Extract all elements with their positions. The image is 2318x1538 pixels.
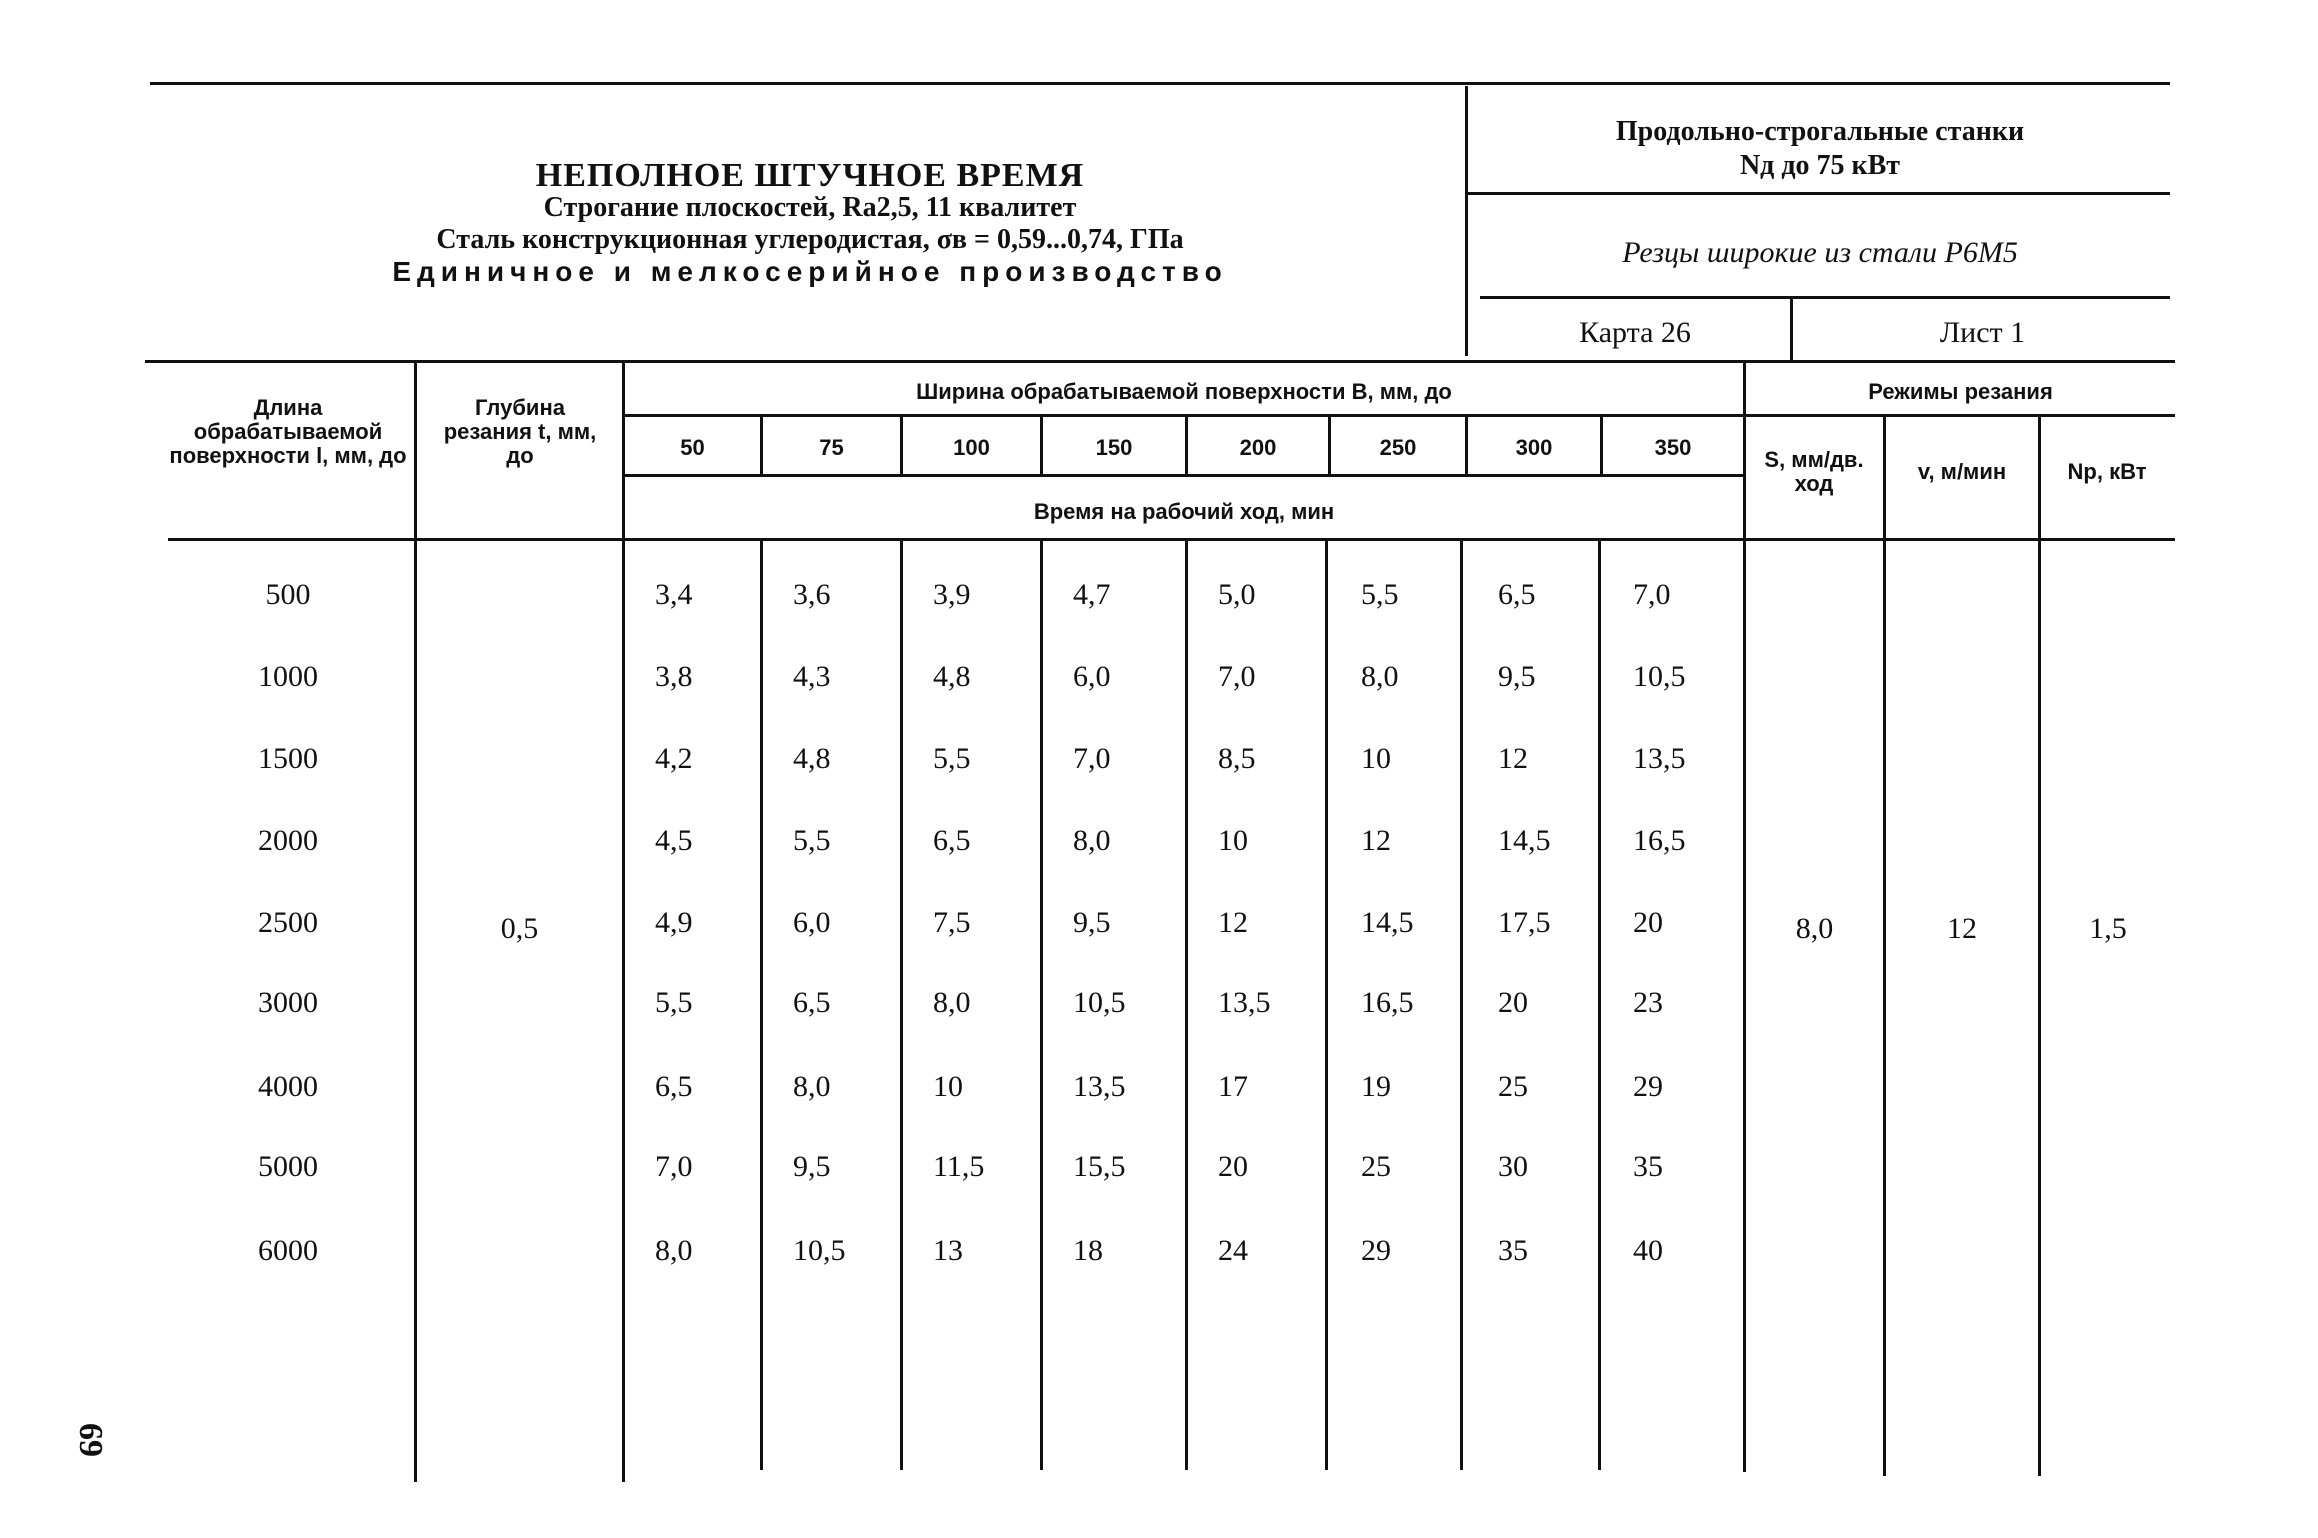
width-75: 75 bbox=[819, 435, 844, 460]
time-cell: 20 bbox=[1633, 906, 1663, 939]
time-cell: 7,5 bbox=[933, 906, 971, 939]
time-cell: 4,9 bbox=[655, 906, 693, 939]
time-cell: 7,0 bbox=[1073, 742, 1111, 775]
time-cell: 11,5 bbox=[933, 1150, 985, 1183]
row-length-value: 4000 bbox=[258, 1070, 318, 1103]
time-cell: 17 bbox=[1218, 1070, 1248, 1103]
width-300: 300 bbox=[1515, 435, 1553, 460]
subheader-rule-1 bbox=[625, 414, 2175, 417]
time-cell: 14,5 bbox=[1361, 906, 1414, 939]
time-cell: 29 bbox=[1633, 1070, 1663, 1103]
time-cell: 10 bbox=[933, 1070, 963, 1103]
time-cell: 18 bbox=[1073, 1234, 1103, 1267]
sheet-number: Лист 1 bbox=[1939, 316, 2026, 349]
mode-value-v: 12 bbox=[1947, 912, 1977, 945]
card-number: Карта 26 bbox=[1579, 316, 1691, 349]
mode-header-v: v, м/мин bbox=[1917, 459, 2007, 484]
time-cell: 10,5 bbox=[793, 1234, 846, 1267]
time-cell: 8,5 bbox=[1218, 742, 1256, 775]
time-cell: 8,0 bbox=[933, 986, 971, 1019]
time-cell: 9,5 bbox=[793, 1150, 831, 1183]
time-cell: 12 bbox=[1498, 742, 1528, 775]
row-length-value: 3000 bbox=[258, 986, 318, 1019]
time-header: Время на рабочий ход, мин bbox=[1033, 499, 1335, 524]
tool-description: Резцы широкие из стали Р6М5 bbox=[1622, 236, 2018, 269]
time-cell: 4,3 bbox=[793, 660, 831, 693]
time-cell: 6,5 bbox=[1498, 578, 1536, 611]
document-subtitle-operation: Строгание плоскостей, Ra2,5, 11 квалитет bbox=[543, 192, 1077, 223]
time-cell: 7,0 bbox=[1633, 578, 1671, 611]
width-50: 50 bbox=[680, 435, 705, 460]
page-number: 69 bbox=[72, 1423, 109, 1457]
time-cell: 3,4 bbox=[655, 578, 693, 611]
header-right-rule-1 bbox=[1468, 192, 2170, 195]
time-cell: 35 bbox=[1633, 1150, 1663, 1183]
subheader-rule-2 bbox=[625, 474, 1745, 477]
header-right-rule-2 bbox=[1480, 296, 2170, 299]
time-cell: 6,5 bbox=[793, 986, 831, 1019]
width-200: 200 bbox=[1239, 435, 1277, 460]
time-cell: 8,0 bbox=[655, 1234, 693, 1267]
time-cell: 23 bbox=[1633, 986, 1663, 1019]
time-cell: 10,5 bbox=[1633, 660, 1686, 693]
time-cell: 13,5 bbox=[1218, 986, 1271, 1019]
width-350: 350 bbox=[1654, 435, 1692, 460]
time-cell: 15,5 bbox=[1073, 1150, 1126, 1183]
time-cell: 3,6 bbox=[793, 578, 831, 611]
top-rule bbox=[150, 82, 2170, 85]
mode-header-s: S, мм/дв. ход bbox=[1764, 447, 1864, 496]
row-length-value: 5000 bbox=[258, 1150, 318, 1183]
row-length-value: 1500 bbox=[258, 742, 318, 775]
machine-type: Продольно-строгальные станки bbox=[1615, 116, 2025, 147]
col-header-depth-text: Глубина резания t, мм, до bbox=[443, 395, 597, 468]
time-cell: 7,0 bbox=[1218, 660, 1256, 693]
col-divider-v bbox=[1883, 416, 1886, 1476]
width-250: 250 bbox=[1379, 435, 1417, 460]
col-header-depth bbox=[430, 396, 610, 468]
mode-value-np: 1,5 bbox=[2089, 912, 2127, 945]
time-cell: 25 bbox=[1361, 1150, 1391, 1183]
time-cell: 8,0 bbox=[1361, 660, 1399, 693]
time-cell: 12 bbox=[1361, 824, 1391, 857]
modes-header: Режимы резания bbox=[1868, 379, 2053, 404]
row-length-value: 6000 bbox=[258, 1234, 318, 1267]
time-cell: 24 bbox=[1218, 1234, 1248, 1267]
time-cell: 7,0 bbox=[655, 1150, 693, 1183]
mode-header-np: Np, кВт bbox=[2067, 459, 2147, 484]
row-length-value: 2500 bbox=[258, 906, 318, 939]
time-cell: 35 bbox=[1498, 1234, 1528, 1267]
col-divider-depth bbox=[622, 362, 625, 1482]
col-header-length bbox=[168, 396, 408, 468]
time-cell: 40 bbox=[1633, 1234, 1663, 1267]
time-cell: 9,5 bbox=[1073, 906, 1111, 939]
time-cell: 4,8 bbox=[933, 660, 971, 693]
time-cell: 6,5 bbox=[655, 1070, 693, 1103]
time-cell: 16,5 bbox=[1633, 824, 1686, 857]
time-cell: 17,5 bbox=[1498, 906, 1551, 939]
time-cell: 5,5 bbox=[933, 742, 971, 775]
width-150: 150 bbox=[1095, 435, 1133, 460]
machine-power: Nд до 75 кВт bbox=[1739, 150, 1901, 181]
time-cell: 14,5 bbox=[1498, 824, 1551, 857]
time-cell: 16,5 bbox=[1361, 986, 1414, 1019]
time-cell: 10 bbox=[1218, 824, 1248, 857]
time-cell: 13,5 bbox=[1073, 1070, 1126, 1103]
width-100: 100 bbox=[953, 435, 990, 460]
time-cell: 3,8 bbox=[655, 660, 693, 693]
time-cell: 3,9 bbox=[933, 578, 971, 611]
document-subtitle-production: Единичное и мелкосерийное производство bbox=[392, 256, 1228, 287]
time-cell: 9,5 bbox=[1498, 660, 1536, 693]
row-length-value: 2000 bbox=[258, 824, 318, 857]
time-cell: 29 bbox=[1361, 1234, 1391, 1267]
time-cell: 6,0 bbox=[1073, 660, 1111, 693]
table-top-rule bbox=[145, 360, 2175, 363]
time-cell: 4,7 bbox=[1073, 578, 1111, 611]
width-header: Ширина обрабатываемой поверхности В, мм, до bbox=[916, 379, 1452, 404]
time-cell: 8,0 bbox=[793, 1070, 831, 1103]
time-cell: 19 bbox=[1361, 1070, 1391, 1103]
row-length-value: 1000 bbox=[258, 660, 318, 693]
time-cell: 8,0 bbox=[1073, 824, 1111, 857]
time-cell: 6,5 bbox=[933, 824, 971, 857]
title-block bbox=[150, 157, 1470, 288]
col-header-length-text: Длина обрабатываемой поверхности l, мм, до bbox=[169, 395, 407, 468]
mode-value-s: 8,0 bbox=[1795, 912, 1834, 945]
time-cell: 6,0 bbox=[793, 906, 831, 939]
time-cell: 10,5 bbox=[1073, 986, 1126, 1019]
time-cell: 13,5 bbox=[1633, 742, 1686, 775]
card-sheet-divider bbox=[1790, 298, 1793, 360]
header-bottom-rule bbox=[168, 538, 2175, 541]
time-cell: 5,5 bbox=[793, 824, 831, 857]
row-length-value: 500 bbox=[265, 578, 311, 611]
time-cell: 30 bbox=[1498, 1150, 1528, 1183]
time-cell: 4,5 bbox=[655, 824, 693, 857]
time-cell: 5,5 bbox=[1361, 578, 1399, 611]
time-cell: 4,8 bbox=[793, 742, 831, 775]
time-cell: 20 bbox=[1498, 986, 1528, 1019]
time-cell: 13 bbox=[933, 1234, 963, 1267]
time-cell: 4,2 bbox=[655, 742, 693, 775]
time-cell: 5,0 bbox=[1218, 578, 1256, 611]
document-title: НЕПОЛНОЕ ШТУЧНОЕ ВРЕМЯ bbox=[535, 157, 1085, 194]
time-cell: 5,5 bbox=[655, 986, 693, 1019]
document-subtitle-material: Сталь конструкционная углеродистая, σв = 0,59...0,74, ГПа bbox=[436, 224, 1184, 255]
depth-value: 0,5 bbox=[500, 912, 539, 945]
time-cell: 25 bbox=[1498, 1070, 1528, 1103]
time-cell: 10 bbox=[1361, 742, 1391, 775]
col-divider-np bbox=[2038, 416, 2041, 1476]
time-cell: 12 bbox=[1218, 906, 1248, 939]
time-cell: 20 bbox=[1218, 1150, 1248, 1183]
